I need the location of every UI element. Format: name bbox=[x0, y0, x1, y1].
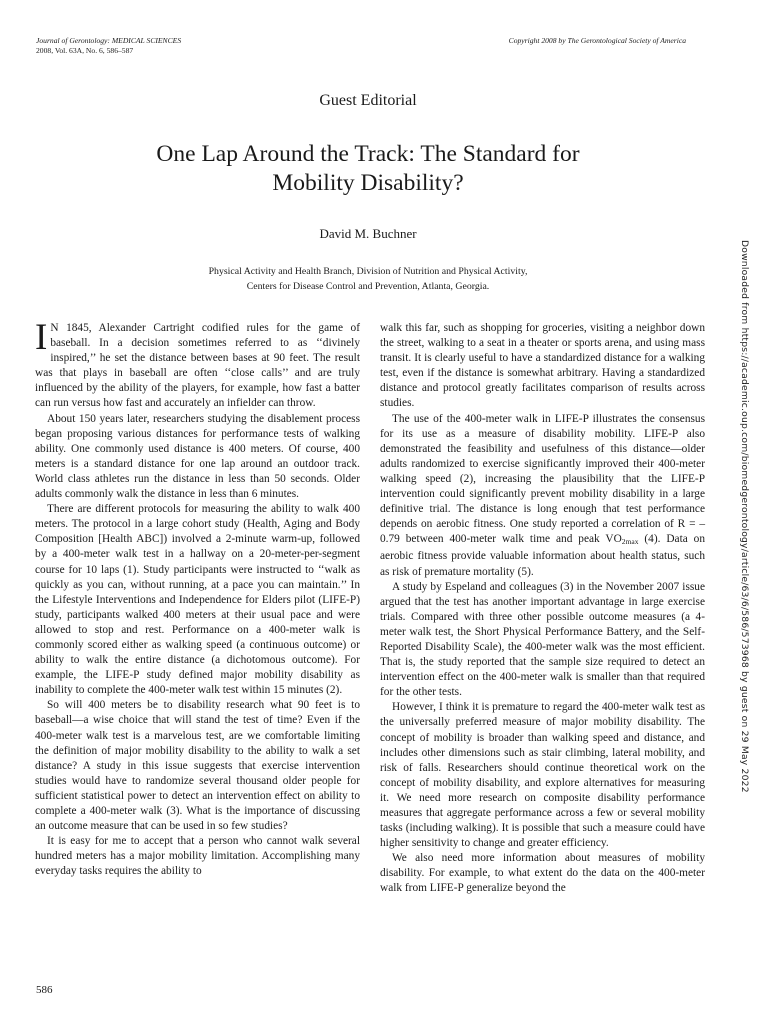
section-label: Guest Editorial bbox=[319, 92, 417, 109]
body-column-left bbox=[35, 317, 360, 879]
drop-cap: I bbox=[35, 317, 48, 358]
paragraph: We also need more information about measures of mobility disability. For example, to what extent do the data on the 400-meter walk from LIFE-P generalize beyond the bbox=[380, 852, 705, 895]
title-line-1: One Lap Around the Track: The Standard for bbox=[156, 141, 580, 167]
author-affiliation bbox=[0, 265, 736, 294]
running-header-left bbox=[36, 36, 181, 56]
paragraph: So will 400 meters be to disability research what 90 feet is to baseball—a wise choice that will stand the test of time? Even if the 400-meter walk test is a marvelous test, are we comfortable limiting the definition of major mobility disability to the ability to walk a set distance? A study in this issue suggests that exercise intervention studies would have to randomize several thousand older people for sufficient statistical power to detect an intervention effect on ability to complete a 400-meter walk (3). What is the importance of discussing an outcome measure that can be used in so few studies? bbox=[35, 699, 360, 833]
page-number: 586 bbox=[36, 984, 53, 996]
copyright-notice: Copyright 2008 by The Gerontological Society of America bbox=[508, 36, 686, 45]
paragraph-text: The use of the 400-meter walk in LIFE-P illustrates the consensus for its use as a measure of disability mobility. LIFE-P also demonstrated the feasibility and usefulness of this distance—older adults randomized to exercise significantly improved their 400-meter walking speed (2), increasing the plausibility that the LIFE-P intervention could significantly prevent mobility disability in a large definitive trial. The distance is long enough that test performance depends on aerobic fitness. One study reported a correlation of R = –0.79 between 400-meter walk time and peak VO bbox=[380, 412, 705, 546]
paragraph-text: (4). Data on aerobic fitness provide valuable information about health status, such as risk of premature mortality (5). bbox=[380, 533, 706, 578]
paragraph: However, I think it is premature to regard the 400-meter walk test as the universally preferred measure of major mobility disability. The concept of mobility is broader than walking speed and distance, and includes other dimensions such as stair climbing, lateral mobility, and risk of falls. Researchers should continue theoretical work on the concept of mobility disability, and explore alternatives for measuring it. We need more research on composite disability performance measures that aggregate performance across a few or several mobility tasks (including walking). It is possible that such a measure could have higher sensitivity to change and greater efficiency. bbox=[380, 701, 705, 850]
paragraph: There are different protocols for measuring the ability to walk 400 meters. The protocol in a large cohort study (Health, Aging and Body Composition [Health ABC]) involved a 2-minute warm-up, followed by a 400-meter walk test in a hallway on a 20-meter-per-segment course for 10 laps (1). Study participants were instructed to ‘‘walk as quickly as you can, without running, at a pace you can maintain.’’ In the Lifestyle Interventions and Independence for Elders pilot (LIFE-P) study, participants walked 400 meters at their usual pace and were allowed to stop and rest. Performance on a 400-meter walk is commonly scored either as walking speed (a continuous outcome) or ability to walk the entire distance (a dichotomous outcome). For example, the LIFE-P study defined major mobility disability as inability to complete the 400-meter walk test within 15 minutes (2). bbox=[35, 503, 360, 697]
journal-volume: 2008, Vol. 63A, No. 6, 586–587 bbox=[36, 46, 134, 55]
download-note: Downloaded from https://academic.oup.com/biomedgerontology/article/63/6/586/573968 by guest on 29 May 2022 bbox=[739, 240, 750, 793]
subscript: 2max bbox=[621, 537, 639, 547]
download-watermark bbox=[739, 240, 760, 793]
title-line-2: Mobility Disability? bbox=[272, 170, 464, 196]
author-name: David M. Buchner bbox=[319, 226, 417, 241]
paragraph bbox=[380, 412, 705, 580]
article-title bbox=[0, 140, 736, 198]
affiliation-line-1: Physical Activity and Health Branch, Division of Nutrition and Physical Activity, bbox=[208, 266, 528, 277]
body-column-right bbox=[380, 321, 705, 897]
paragraph-text: N 1845, Alexander Cartright codified rules for the game of baseball. In a decision sometimes referred to as ‘‘divinely inspired,’’ he set the distance between bases at 90 feet. The result was that plays in baseball are often ‘‘close calls’’ and are truly influenced by the ability of the players, for example, how fast a batter can run versus how fast and accurately an infielder can throw. bbox=[35, 322, 360, 410]
paragraph: A study by Espeland and colleagues (3) in the November 2007 issue argued that the test has another important advantage in large exercise trials. Compared with three other possible outcome measures (a 4-meter walk test, the Short Physical Performance Battery, and the Self-Reported Disability Scale), the 400-meter walk was the most efficient. That is, the study reported that the sample size required to detect an intervention effect on the 400-meter walk is smaller than that required for the other tests. bbox=[380, 580, 705, 699]
paragraph bbox=[35, 317, 360, 412]
paragraph: It is easy for me to accept that a person who cannot walk several hundred meters has a major mobility limitation. Accomplishing many everyday tasks requires the ability to bbox=[35, 835, 360, 878]
journal-name: Journal of Gerontology: MEDICAL SCIENCES bbox=[36, 36, 182, 45]
paragraph: walk this far, such as shopping for groceries, visiting a neighbor down the street, walking to a seat in a theater or sports arena, and using mass transit. It is clearly useful to have a standardized distance for a walking test, even if the distance is somewhat arbitrary. Having a standardized distance and protocol greatly facilitates comparison of results across studies. bbox=[380, 322, 705, 410]
affiliation-line-2: Centers for Disease Control and Prevention, Atlanta, Georgia. bbox=[246, 280, 490, 292]
paragraph: About 150 years later, researchers studying the disablement process began proposing various distances for performance tests of walking ability. One commonly used distance is 400 meters. Of course, 400 meters is a standard distance for one lap around an outdoor track. World class athletes run the distance in less than 50 seconds. Older adults commonly walk the distance in less than 6 minutes. bbox=[35, 412, 360, 501]
